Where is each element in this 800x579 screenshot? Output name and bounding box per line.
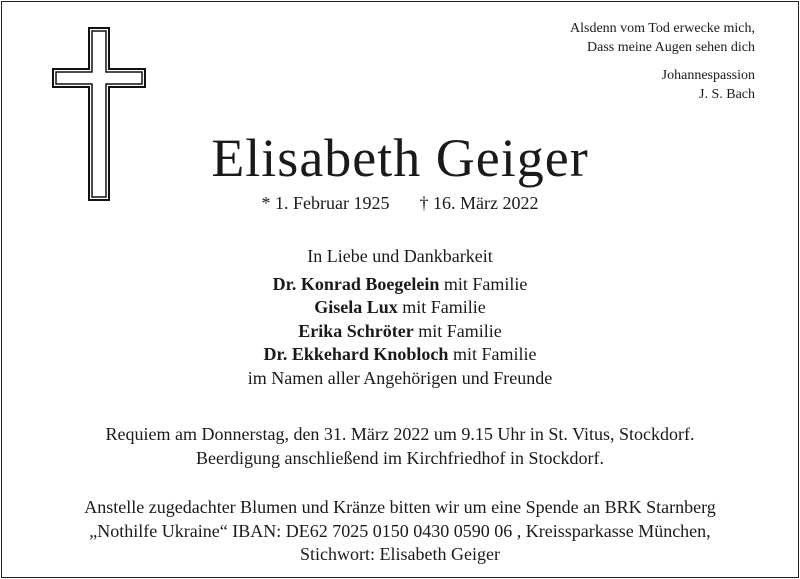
closing-text: im Namen aller Angehörigen und Freunde xyxy=(247,367,553,388)
donation-keyword-line: Stichwort: Elisabeth Geiger xyxy=(300,544,500,564)
life-dates xyxy=(0,193,800,214)
quote-source: Johannespassion xyxy=(661,68,755,83)
burial-line: Beerdigung anschließend im Kirchfriedhof in Stockdorf. xyxy=(196,447,604,468)
mourner-suffix: mit Familie xyxy=(413,320,502,341)
donation-iban-line: „Nothilfe Ukraine“ IBAN: DE62 7025 0150 0430 0590 06 , Kreissparkasse München, xyxy=(89,520,711,541)
quote-line: Alsdenn vom Tod erwecke mich, xyxy=(570,21,755,36)
deceased-name: Elisabeth Geiger xyxy=(211,128,589,188)
mourners-block xyxy=(0,245,800,390)
death-date: † 16. März 2022 xyxy=(419,193,539,213)
mourner-line xyxy=(0,343,800,367)
mourner-name: Dr. Ekkehard Knobloch xyxy=(263,344,449,364)
requiem-line: Requiem am Donnerstag, den 31. März 2022 um 9.15 Uhr in St. Vitus, Stockdorf. xyxy=(105,424,695,444)
quote-line: Dass meine Augen sehen dich xyxy=(587,40,755,55)
mourner-name: Dr. Konrad Boegelein xyxy=(272,273,440,294)
donation-block xyxy=(0,496,800,567)
mourner-name: Erika Schröter xyxy=(298,320,414,341)
donation-line: Anstelle zugedachter Blumen und Kränze bitten wir um eine Spende an BRK Starnberg xyxy=(84,497,716,517)
mourner-name: Gisela Lux xyxy=(314,297,398,317)
mourner-suffix: mit Familie xyxy=(448,344,537,364)
mourner-suffix: mit Familie xyxy=(397,297,486,317)
bible-quote xyxy=(570,19,755,104)
mourner-suffix: mit Familie xyxy=(439,273,528,294)
mourner-line xyxy=(0,296,800,320)
birth-date: * 1. Februar 1925 xyxy=(261,193,390,213)
mourner-line xyxy=(0,320,800,344)
mourner-line xyxy=(0,273,800,297)
requiem-block xyxy=(0,423,800,470)
intro-text: In Liebe und Dankbarkeit xyxy=(307,246,493,266)
quote-author: J. S. Bach xyxy=(699,87,755,102)
